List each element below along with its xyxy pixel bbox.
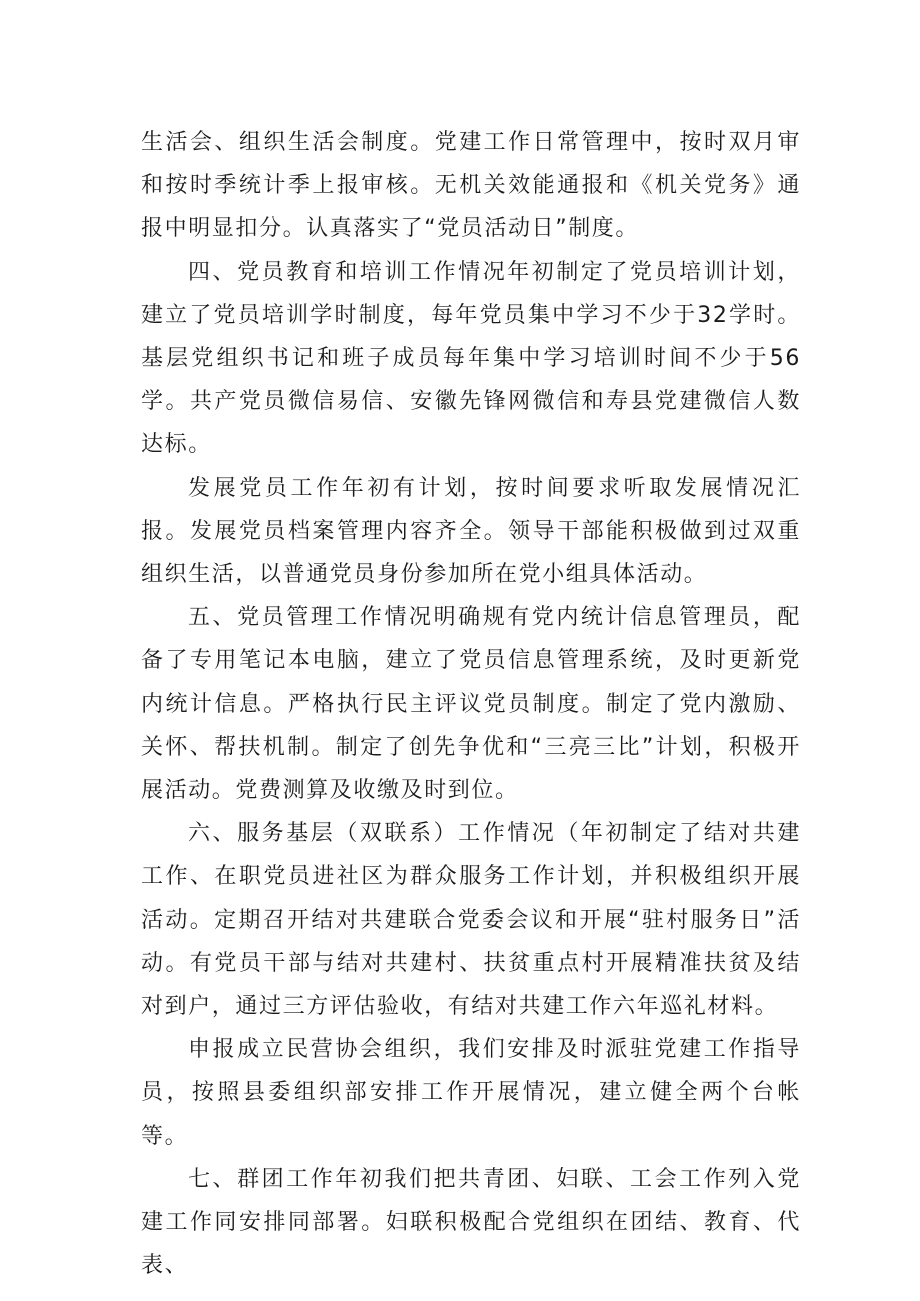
paragraph-2: 四、党员教育和培训工作情况年初制定了党员培训计划，建立了党员培训学时制度，每年党员集中学习不少于32学时。基层党组织书记和班子成员每年集中学习培训时间不少于56学。共产党员微信易信、安徽先锋网微信和寿县党建微信人数达标。 [141, 259, 801, 458]
paragraph-5: 六、服务基层（双联系）工作情况（年初制定了结对共建工作、在职党员进社区为群众服务工作计划，并积极组织开展活动。定期召开结对共建联合党委会议和开展“驻村服务日”活动。有党员干部与结对共建村、扶贫重点村开展精准扶贫及结对到户，通过三方评估验收，有结对共建工作六年巡礼材料。 [141, 821, 801, 1020]
paragraph-7: 七、群团工作年初我们把共青团、妇联、工会工作列入党建工作同安排同部署。妇联积极配合党组织在团结、教育、代表、 [141, 1166, 801, 1279]
paragraph-3: 发展党员工作年初有计划，按时间要求听取发展情况汇报。发展党员档案管理内容齐全。领导干部能积极做到过双重组织生活，以普通党员身份参加所在党小组具体活动。 [141, 475, 801, 588]
paragraph-1: 生活会、组织生活会制度。党建工作日常管理中，按时双月审和按时季统计季上报审核。无机关效能通报和《机关党务》通报中明显扣分。认真落实了“党员活动日”制度。 [141, 130, 801, 242]
paragraph-4: 五、党员管理工作情况明确规有党内统计信息管理员，配备了专用笔记本电脑，建立了党员信息管理系统，及时更新党内统计信息。严格执行民主评议党员制度。制定了党内激励、关怀、帮扶机制。制定了创先争优和“三亮三比”计划，积极开展活动。党费测算及收缴及时到位。 [141, 605, 801, 804]
paragraph-6: 申报成立民营协会组织，我们安排及时派驻党建工作指导员，按照县委组织部安排工作开展情况，建立健全两个台帐等。 [141, 1037, 801, 1149]
document-body [141, 121, 801, 1287]
